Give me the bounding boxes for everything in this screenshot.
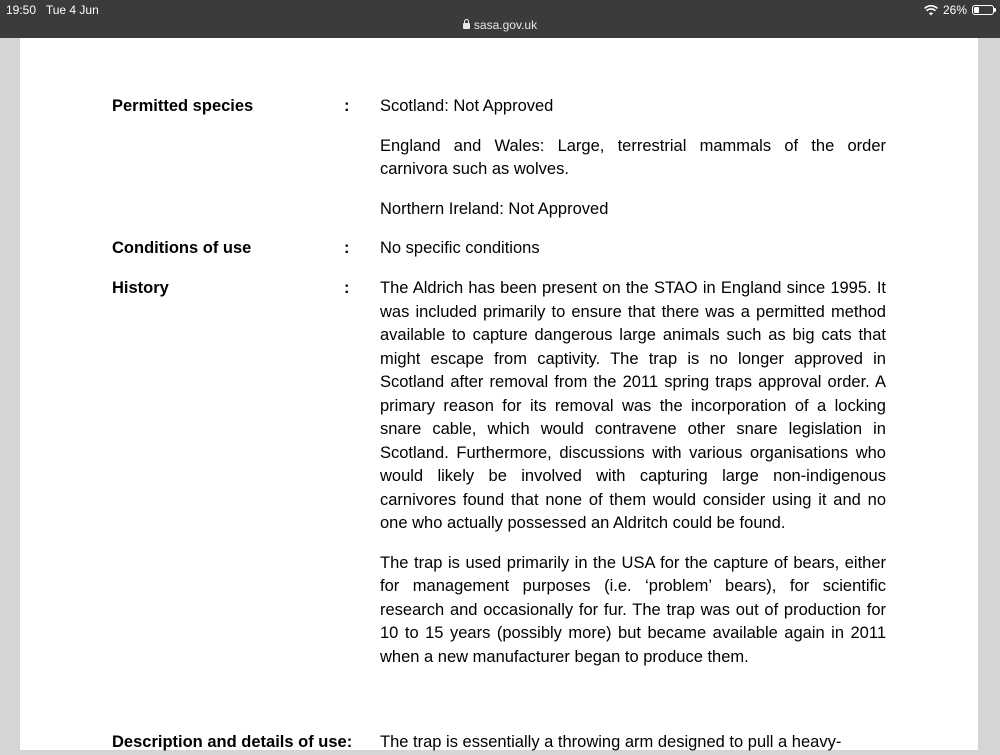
description-value: The trap is essentially a throwing arm designed to pull a heavy- — [380, 733, 842, 751]
permitted-species-label: Permitted species — [112, 97, 254, 115]
permitted-species-value — [380, 95, 886, 237]
wifi-icon — [924, 5, 938, 16]
colon: : — [344, 239, 350, 257]
colon: : — [344, 279, 350, 297]
history-paragraph-2: The trap is used primarily in the USA for the capture of bears, either for management purposes (i.e. ‘problem’ bears), for scientific research and occasionally for fur. The trap was out of production for 10 to 15 years (possibly more) but became available again in 2011 when a new manufacturer began to produce them. — [380, 553, 886, 666]
status-indicators — [924, 3, 994, 17]
history-value — [380, 277, 886, 685]
battery-percent: 26% — [942, 3, 967, 17]
address-bar[interactable] — [0, 18, 1000, 32]
history-paragraph-1: The Aldrich has been present on the STAO in England since 1995. It was included primarily to ensure that there was a permitted method available to capture dangerous large animals such as big cats that might escape from captivity. The trap is no longer approved in Scotland after removal from the 2011 spring traps approval order. A primary reason for its removal was the incorporation of a locking snare cable, which would contravene other snare legislation in Scotland. Furthermore, discussions with various organisations who would likely be involved with capturing large non-indigenous carnivores found that none of them would consider using it and no one who actually possessed an Aldritch could be found. — [380, 279, 886, 532]
colon: : — [344, 97, 350, 115]
species-scotland: Scotland: Not Approved — [380, 97, 554, 115]
history-label: History — [112, 279, 169, 297]
conditions-label: Conditions of use — [112, 239, 252, 257]
status-time-date — [6, 3, 99, 17]
description-label: Description and details of use: — [112, 733, 353, 751]
battery-icon — [972, 5, 994, 15]
species-northern-ireland: Northern Ireland: Not Approved — [380, 199, 609, 218]
url-text: sasa.gov.uk — [473, 18, 538, 32]
conditions-value: No specific conditions — [380, 239, 540, 257]
date: Tue 4 Jun — [45, 3, 99, 17]
clock: 19:50 — [6, 3, 37, 17]
document-page — [20, 38, 978, 750]
species-england-wales: England and Wales: Large, terrestrial mammals of the order carnivora such as wolves. — [380, 136, 886, 178]
lock-icon — [463, 23, 470, 29]
status-bar — [0, 0, 1000, 38]
